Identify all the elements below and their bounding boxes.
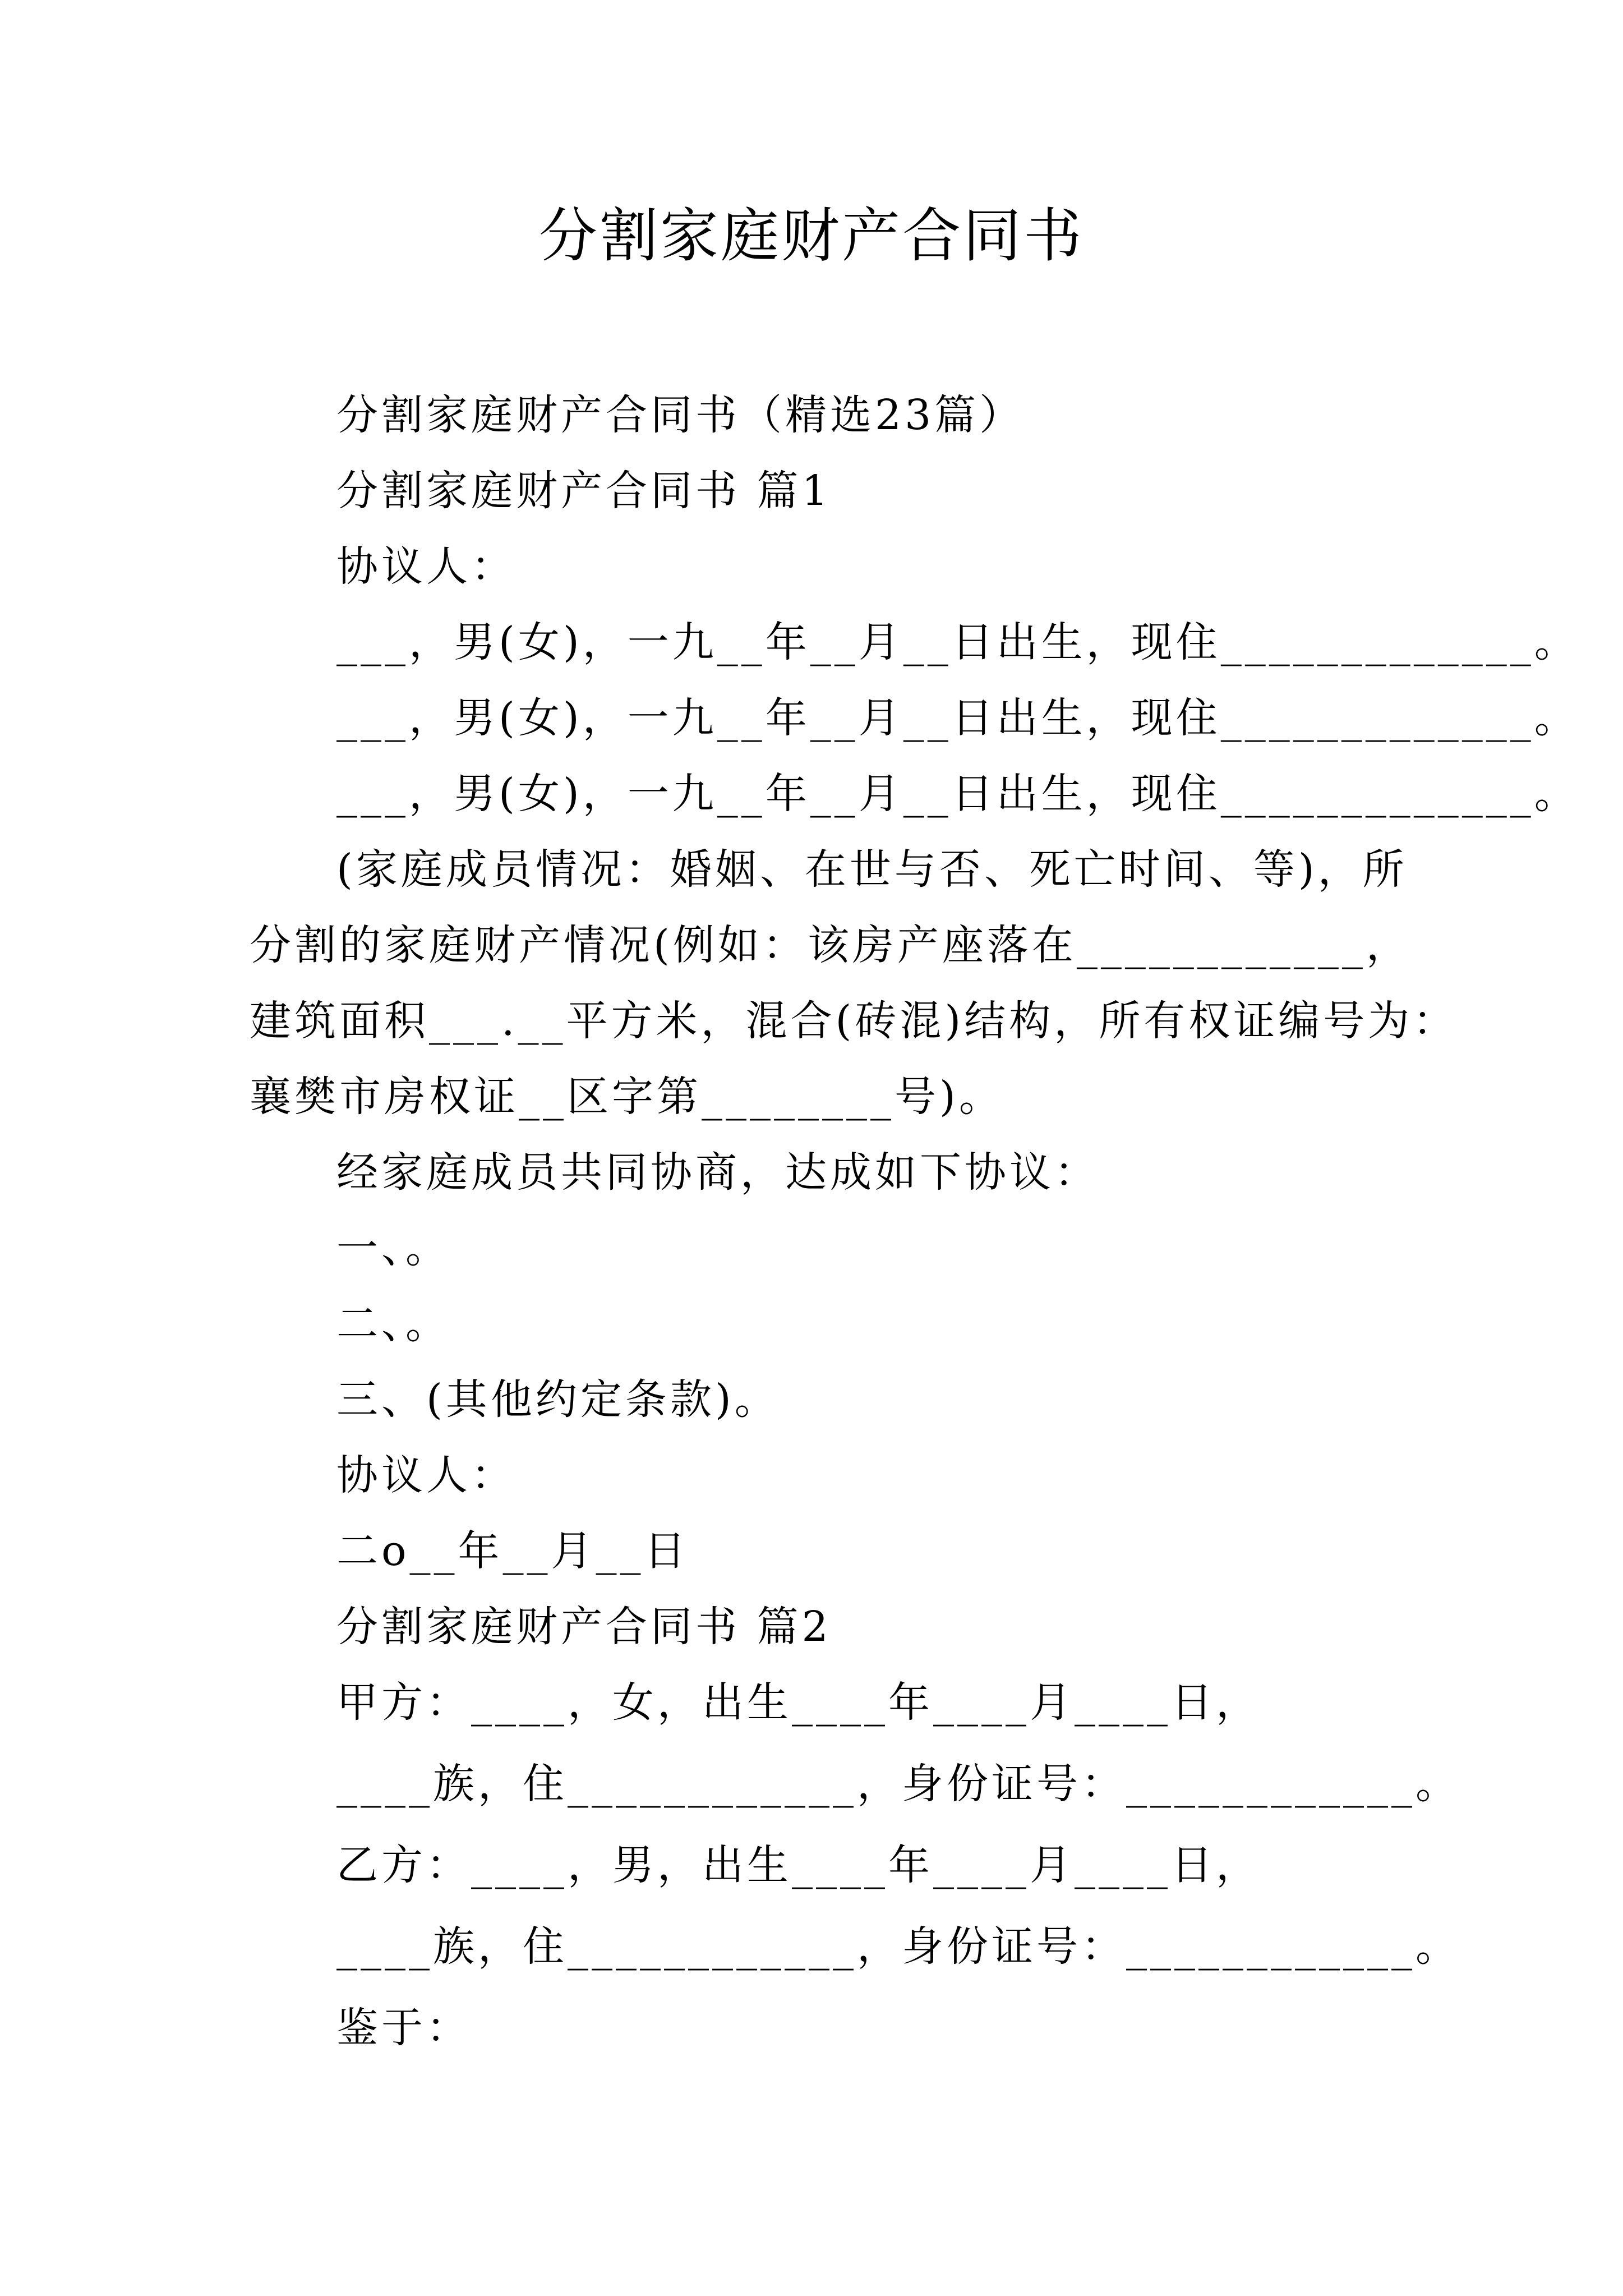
text-line: 鉴于： xyxy=(336,2004,471,2052)
text-line: ___，男(女)，一九__年__月__日出生，现住_____________。 xyxy=(336,694,1579,742)
text-line: 乙方：____，男，出生____年____月____日， xyxy=(336,1841,1261,1889)
text-line: ____族，住____________，身份证号：____________。 xyxy=(336,1922,1460,1971)
text-line: 分割的家庭财产情况(例如：该房产座落在____________， xyxy=(250,921,1411,969)
text-line: 经家庭成员共同协商，达成如下协议： xyxy=(336,1148,1099,1197)
section-heading: 分割家庭财产合同书 篇2 xyxy=(336,1603,832,1651)
text-line: ___，男(女)，一九__年__月__日出生，现住_____________。 xyxy=(336,770,1579,818)
text-line: 二、。 xyxy=(336,1300,450,1348)
section-heading: 分割家庭财产合同书 篇1 xyxy=(336,467,832,515)
text-line: ____族，住____________，身份证号：____________。 xyxy=(336,1760,1460,1808)
text-line: 建筑面积___.__平方米，混合(砖混)结构，所有权证编号为： xyxy=(250,997,1458,1045)
text-line: 二o__年__月__日 xyxy=(336,1527,689,1575)
text-line: 一、。 xyxy=(336,1224,450,1272)
text-line: 三、(其他约定条款)。 xyxy=(336,1375,780,1424)
document-title: 分割家庭财产合同书 xyxy=(538,201,1084,270)
subtitle-line: 分割家庭财产合同书（精选23篇） xyxy=(336,391,1025,439)
text-line: 协议人： xyxy=(336,1451,516,1499)
text-line: (家庭成员情况：婚姻、在世与否、死亡时间、等)，所 xyxy=(336,845,1408,894)
text-line: 协议人： xyxy=(336,542,516,591)
text-line: 甲方：____，女，出生____年____月____日， xyxy=(336,1678,1261,1727)
text-line: 襄樊市房权证__区字第________号)。 xyxy=(250,1073,1004,1121)
text-line: ___，男(女)，一九__年__月__日出生，现住_____________。 xyxy=(336,618,1579,666)
